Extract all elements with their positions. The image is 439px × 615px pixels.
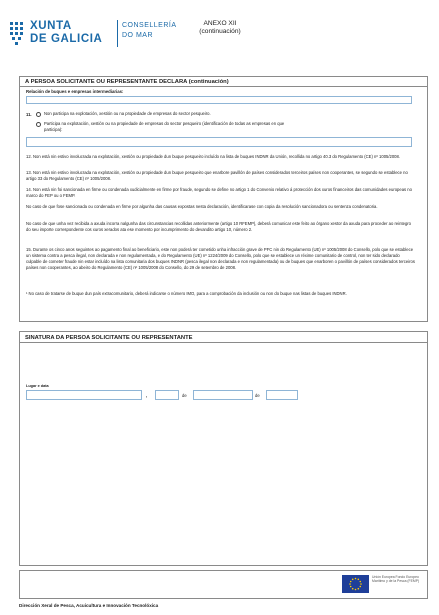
participating-label-line1: Participa na explotación, xestión ou na propiedade de empresas do sector pesqueiro (identificación de todas as empresas en que — [44, 121, 285, 126]
not-participating-label: Non participa na explotación, xestión ou na propiedade de empresas do sector pesqueiro. — [44, 111, 211, 116]
signature-section-title: SINATURA DA PERSOA SOLICITANTE OU REPRESENTANTE — [25, 335, 193, 341]
signature-section — [19, 331, 428, 566]
eu-flag-icon — [342, 575, 369, 593]
xunta-logo-icon — [9, 22, 25, 46]
annex-title: ANEXO XII — [203, 20, 237, 27]
year-input[interactable] — [266, 390, 298, 400]
participating-label-line2: participa): — [44, 127, 63, 132]
declaration-section-title: A PERSOA SOLICITANTE OU REPRESENTANTE DECLARA (continuación) — [25, 79, 229, 85]
footer-department: Dirección Xeral de Pesca, Acuicultura e Innovación Tecnolóxica — [19, 603, 159, 608]
de-separator-1: de — [182, 393, 187, 398]
comma-separator: , — [146, 393, 148, 398]
department-name-line2: DO MAR — [122, 32, 153, 39]
companies-input[interactable] — [26, 137, 412, 147]
month-input[interactable] — [193, 390, 253, 400]
logo-divider — [117, 20, 118, 47]
declaration-item-14: 14. Non está nin foi sancionada en firme ou condenada xudicialmente en firme por fraude, segundo se define no artigo 1 do Convenio relativo á protección dos xuros financeiros das comunidades europeas no marco do FEP ou o FEMP. — [26, 187, 412, 198]
declaration-item-14-note1: No caso de que fose sancionada ou condenada en firme por algunha das causas expostas nesta declaración, identificarase con copia da resolución sancionadora ou sentenza condenatoria. — [26, 204, 378, 209]
footnote: ¹ No caso de tratarse de buque dun país extracomunitario, deberá indicarse o número IMO, para a comprobación da inclusión ou non do buque nas listas de buques INDNR. — [26, 291, 347, 296]
vessels-label: Relación de buques e empresas intermediarias: — [26, 89, 124, 94]
de-separator-2: de — [255, 393, 260, 398]
annex-heading — [195, 20, 245, 36]
department-name-line1: CONSELLERÍA — [122, 22, 177, 29]
place-date-label: Lugar e data — [26, 384, 49, 388]
logo-text-galicia: DE GALICIA — [30, 33, 103, 45]
vessels-input[interactable] — [26, 96, 412, 104]
annex-subtitle: (continuación) — [199, 28, 241, 35]
participating-radio[interactable] — [36, 122, 41, 127]
place-input[interactable] — [26, 390, 142, 400]
declaration-item-15: 15. Durante os cinco anos seguintes ao pagamento final ao beneficiario, este non poderá ter cometido unha infracción grave de PFC nin do Regulamento (UE) nº 1005/2008 do Consello, polo que se establece un sistema contra a pesca ilegal, non declarada e non regulamentada, e do Regulamento (UE) nº 1224/2009 do Consello, polo que se establece un réxime comunitario de control, non ter sido declarado culpable de cometer fraude nin estar incluído na lista comunitaria dos buques INDNR (pesca ilegal non declarada e non regulamentada) ou de buques que enarboren o pavillón de países considerados terceiros países non cooperantes, ao abeiro do Regulamento (CE) nº 1005/2008 do Consello, do 29 de setembro de 2008. — [26, 247, 415, 270]
declaration-item-13: 13. Non está nin estivo involucrada na explotación, xestión ou propiedade dun buque pesqueiro que enarbore pavillón de países considerados terceiros países non cooperantes, se segundo se establece no artigo 33 do Regulamento (CE) nº 1005/2008. — [26, 170, 408, 181]
eu-funding-label: Unión Europea Fondo Europeo Marítimo y de la Pesca (FEMP) — [372, 575, 420, 584]
section-divider — [19, 342, 428, 343]
logo-text-xunta: XUNTA — [30, 20, 72, 32]
day-input[interactable] — [155, 390, 179, 400]
item-11-number: 11. — [26, 112, 32, 117]
not-participating-radio[interactable] — [36, 112, 41, 117]
section-divider — [19, 86, 428, 87]
declaration-item-14-note2: No caso de que unha vez recibida a axuda incorra nalgunha das circunstancias recollidas anteriormente (artigo 10 RFEMP), deberá comunicar este feito ao órgano xestor da axuda para proceder ao reintegro do seu importe correspondente cos xuros xerados ata ese momento por incumprimento do devandito artigo 10, número 2. — [26, 221, 412, 232]
declaration-item-12: 12. Non está nin estivo involucrada na explotación, xestión ou propiedade dun buque pesqueiro incluído na lista de buques INDNR da Unión, recollida no artigo 40.3 do Regulamento (CE) nº 1005/2008. — [26, 154, 400, 159]
